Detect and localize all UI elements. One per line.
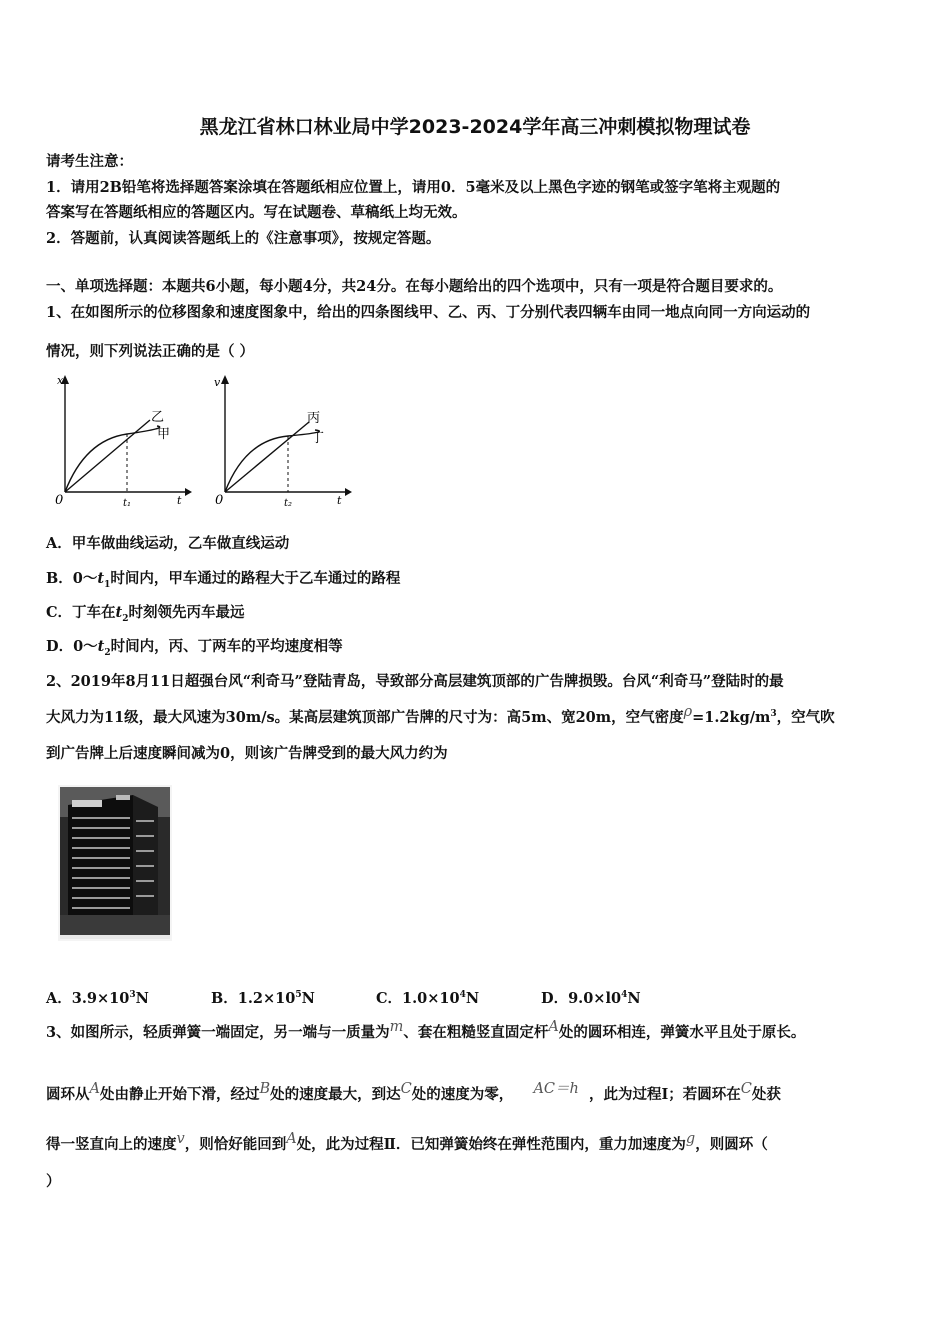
notice-line-1: 1．请用2B铅笔将选择题答案涂填在答题纸相应位置上，请用0．5毫米及以上黑色字迹的钢笔或签字笔将主观题的: [46, 179, 781, 196]
q2-option-c: C．$1.0\times 10^4N$: [376, 990, 480, 1007]
curve-ding: [225, 430, 319, 492]
q3-stem-line-2: 圆环从A处由静止开始下滑，经过B处的速度最大，到达C处的速度为零， AC＝h ，此为过程Ⅰ；若圆环在C处获: [46, 1081, 781, 1103]
notice-line-2: 答案写在答题纸相应的答题区内。写在试题卷、草稿纸上均无效。: [46, 204, 467, 221]
x-axis-arrow: [185, 488, 192, 496]
q3-stem-line-3: 得一竖直向上的速度v，则恰好能回到A处，此为过程Ⅱ．已知弹簧始终在弹性范围内，重力加速度为g，则圆环（: [46, 1131, 768, 1153]
origin-label: 0: [55, 493, 64, 508]
y-axis-label: x: [57, 374, 64, 387]
x-axis-label: t: [177, 494, 182, 507]
section-heading: 一、单项选择题：本题共6小题，每小题4分，共24分。在每小题给出的四个选项中，只有一项是符合题目要求的。: [46, 278, 783, 295]
curve-label-ding: 丁: [311, 431, 325, 446]
q2-stem-line-1: 2、2019年8月11日超强台风“利奇马”登陆青岛，导致部分高层建筑顶部的广告牌损毁。台风“利奇马”登陆时的最: [46, 673, 784, 690]
t2-tick-label: t₂: [284, 498, 293, 509]
line-yi: [65, 420, 150, 492]
curve-label-jia: 甲: [157, 427, 171, 442]
t1-tick-label: t₁: [123, 498, 132, 509]
q2-option-a: A．$3.9\times 10^3N$: [46, 990, 149, 1007]
q2-option-d: D．$9.0\times l0^4N$: [541, 990, 641, 1007]
q1-option-b: B．$0\sim t_1$时间内，甲车通过的路程大于乙车通过的路程: [46, 570, 401, 590]
q3-stem-line-1: 3、如图所示，轻质弹簧一端固定，另一端与一质量为m、套在粗糙竖直固定杆A处的圆环相连，弹簧水平且处于原长。: [46, 1019, 806, 1041]
origin-label: 0: [215, 493, 224, 508]
notice-line-3: 2．答题前，认真阅读答题纸上的《注意事项》，按规定答题。: [46, 230, 441, 247]
displacement-time-graph: [45, 370, 195, 512]
curve-label-yi: 乙: [151, 410, 165, 425]
q1-option-a: A．甲车做曲线运动，乙车做直线运动: [46, 535, 290, 552]
curve-label-bing: 丙: [307, 411, 321, 426]
q1-option-c: C．丁车在$t_2$时刻领先丙车最远: [46, 604, 245, 624]
y-axis-label: v: [214, 376, 221, 389]
q3-stem-line-4: ）: [46, 1173, 61, 1190]
page-title: 黑龙江省林口林业局中学2023-2024学年高三冲刺模拟物理试卷: [199, 116, 751, 138]
velocity-time-graph: [205, 370, 355, 512]
q2-stem-line-2: 大风力为11级，最大风速为30m/s。某高层建筑顶部广告牌的尺寸为：高5m、宽20m，空气密度$\rho=1.2kg/m^3$，空气吹: [46, 704, 835, 726]
x-axis-arrow: [345, 488, 352, 496]
q1-stem-line-1: 1、在如图所示的位移图象和速度图象中，给出的四条图线甲、乙、丙、丁分别代表四辆车由同一地点向同一方向运动的: [46, 304, 811, 321]
q1-stem-line-2: 情况，则下列说法正确的是（ ）: [46, 343, 255, 360]
q2-option-b: B．$1.2\times 10^5N$: [211, 990, 315, 1007]
q2-stem-line-3: 到广告牌上后速度瞬间减为0，则该广告牌受到的最大风力约为: [46, 745, 448, 762]
y-axis-arrow: [221, 375, 229, 384]
q1-option-d: D．$0\sim t_2$时间内，丙、丁两车的平均速度相等: [46, 638, 343, 658]
notice-heading: 请考生注意：: [46, 153, 133, 170]
curve-jia: [65, 426, 160, 492]
building-photo: [58, 785, 172, 941]
x-axis-label: t: [337, 494, 342, 507]
line-bing: [225, 422, 309, 492]
